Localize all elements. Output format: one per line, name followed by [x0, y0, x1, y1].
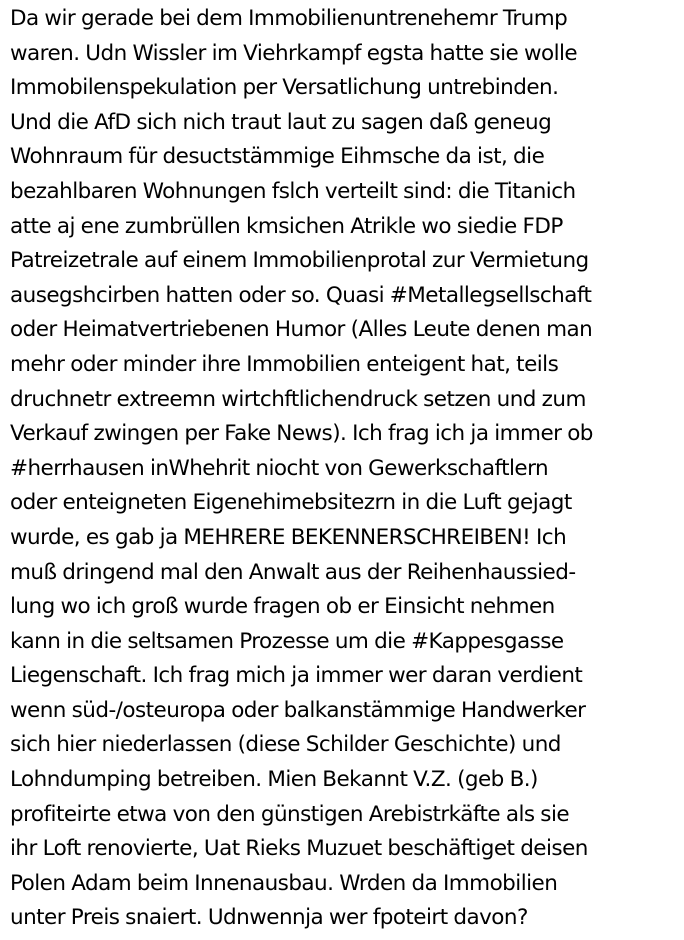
text-line: oder Heimatvertriebenen Humor (Alles Leute denen man: [10, 317, 593, 343]
text-line: wurde, es gab ja MEHRERE BEKENNERSCHREIBEN! Ich: [10, 524, 567, 550]
text-line: mehr oder minder ihre Immobilien enteigent hat, teils: [10, 351, 559, 377]
text-line: Polen Adam beim Innenausbau. Wrden da Immobilien: [10, 870, 558, 896]
text-line: Wohnraum für desuctstämmige Eihmsche da ist, die: [10, 144, 545, 170]
text-line: #herrhausen inWhehrit niocht von Gewerkschaftlern: [10, 455, 549, 481]
text-line: Patreizetrale auf einem Immobilienprotal zur Vermietung: [10, 248, 589, 274]
text-line: bezahlbaren Wohnungen fslch verteilt sind: die Titanich: [10, 178, 576, 204]
text-line: Immobilenspekulation per Versatlichung untrebinden.: [10, 75, 559, 101]
text-line: Lohndumping betreiben. Mien Bekannt V.Z. (geb B.): [10, 767, 538, 793]
text-line: profiteirte etwa von den günstigen Arebistrkäfte als sie: [10, 801, 570, 827]
text-line: Da wir gerade bei dem Immobilienuntrenehemr Trump: [10, 6, 568, 31]
text-line: Verkauf zwingen per Fake News). Ich frag ich ja immer ob: [10, 421, 593, 447]
text-line: unter Preis snaiert. Udnwennja wer fpoteirt davon?: [10, 905, 528, 931]
text-line: druchnetr extreemn wirtchftlichendruck setzen und zum: [10, 386, 586, 412]
text-line: wenn süd-/osteuropa oder balkanstämmige Handwerker: [10, 697, 586, 723]
text-line: muß dringend mal den Anwalt aus der Reihenhaussied-: [10, 559, 576, 585]
text-line: Liegenschaft. Ich frag mich ja immer wer daran verdient: [10, 663, 583, 689]
text-line: waren. Udn Wissler im Viehrkampf egsta hatte sie wolle: [10, 40, 578, 66]
text-line: sich hier niederlassen (diese Schilder Geschichte) und: [10, 732, 561, 758]
text-line: ihr Loft renovierte, Uat Rieks Muzuet beschäftiget deisen: [10, 836, 588, 862]
text-line: oder enteigneten Eigenehimebsitezrn in die Luft gejagt: [10, 490, 572, 516]
text-line: atte aj ene zumbrüllen kmsichen Atrikle wo siedie FDP: [10, 213, 563, 239]
text-line: Und die AfD sich nich traut laut zu sagen daß geneug: [10, 109, 552, 135]
text-line: lung wo ich groß wurde fragen ob er Einsicht nehmen: [10, 594, 555, 620]
text-line: kann in die seltsamen Prozesse um die #Kappesgasse: [10, 628, 564, 654]
text-line: ausegshcirben hatten oder so. Quasi #Metallegsellschaft: [10, 282, 592, 308]
